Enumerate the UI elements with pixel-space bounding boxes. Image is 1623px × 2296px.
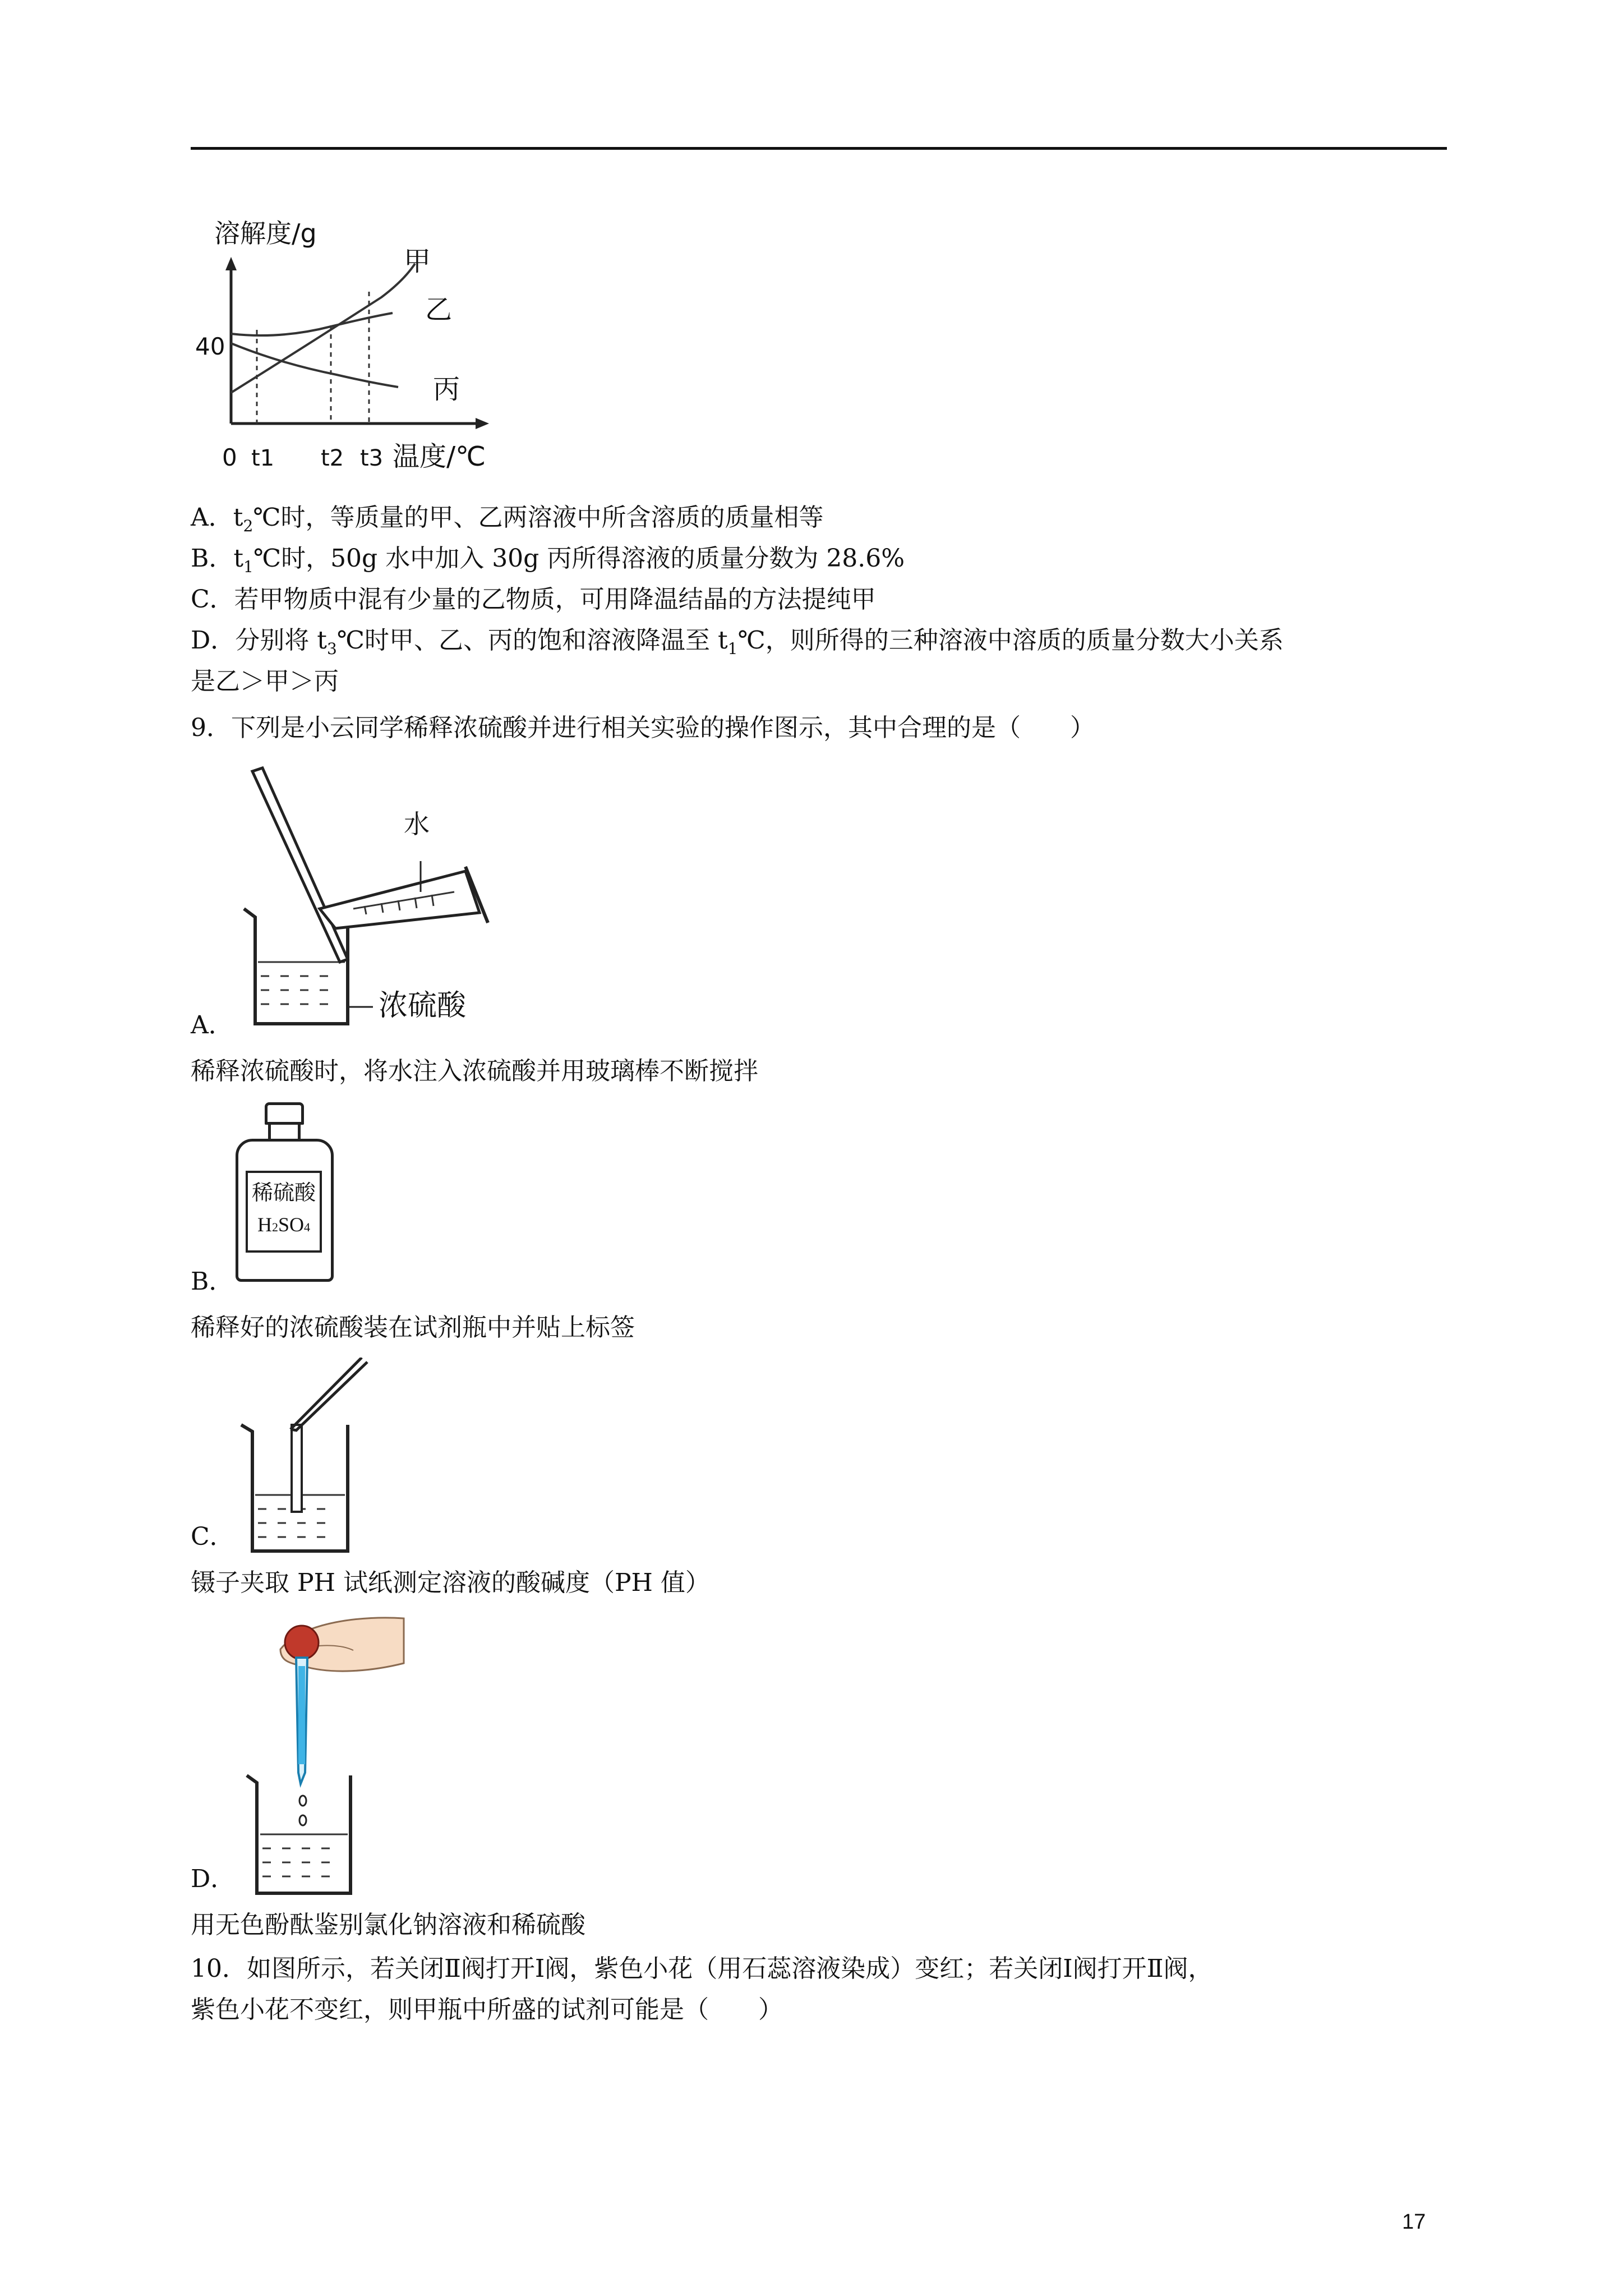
q9-stem: 9．下列是小云同学稀释浓硫酸并进行相关实验的操作图示，其中合理的是（ ） [191, 714, 1095, 742]
option-c: C．若甲物质中混有少量的乙物质，可用降温结晶的方法提纯甲 [191, 585, 876, 614]
liquid-dashes [258, 962, 345, 1004]
chart-xlabel: 温度/℃ [393, 441, 486, 472]
figure-a-dilution [236, 766, 527, 1035]
chart-xtick-t1: t1 [251, 445, 275, 471]
chart-ylabel: 溶解度/g [214, 218, 317, 249]
ph-paper [292, 1425, 302, 1512]
option-b-letter: B． [191, 1267, 234, 1296]
option-d-letter: D． [191, 1865, 236, 1893]
curve-label-yi: 乙 [425, 294, 453, 325]
chart-xtick-t3: t3 [360, 445, 384, 471]
option-a-letter: A． [191, 1011, 233, 1039]
option-a-desc: 稀释浓硫酸时，将水注入浓硫酸并用玻璃棒不断搅拌 [191, 1057, 758, 1085]
q10-line2: 紫色小花不变红，则甲瓶中所盛的试剂可能是（ ） [191, 1995, 783, 2024]
dropper-bulb [285, 1626, 319, 1659]
chart-xtick-t2: t2 [321, 445, 344, 471]
label-water: 水 [404, 809, 430, 839]
q10-line1: 10．如图所示，若关闭Ⅱ阀打开Ⅰ阀，紫色小花（用石蕊溶液染成）变红；若关闭Ⅰ阀打开Ⅱ阀， [191, 1954, 1213, 1983]
chart-ytick-40: 40 [195, 333, 225, 360]
y-axis-arrow [225, 257, 237, 270]
chart-origin: 0 [222, 444, 237, 471]
glass-rod [252, 768, 348, 962]
solubility-chart [191, 208, 505, 488]
option-c-letter: C． [191, 1522, 234, 1551]
option-d-desc: 用无色酚酞鉴别氯化钠溶液和稀硫酸 [191, 1911, 585, 1939]
curve-label-bing: 丙 [433, 374, 460, 405]
bottle-label [246, 1171, 322, 1253]
header-rule [191, 147, 1447, 150]
curve-yi [231, 313, 393, 335]
option-d-line2: 是乙＞甲＞丙 [191, 667, 339, 696]
label-name: 稀硫酸 [251, 1180, 316, 1205]
option-c-desc: 镊子夹取 PH 试纸测定溶液的酸碱度（PH 值） [191, 1568, 710, 1597]
page-number: 17 [1402, 2210, 1426, 2234]
curve-label-jia: 甲 [404, 246, 431, 277]
figure-d-dropper [236, 1610, 415, 1902]
option-b-desc: 稀释好的浓硫酸装在试剂瓶中并贴上标签 [191, 1313, 635, 1342]
drop [299, 1815, 306, 1825]
label-acid: 浓硫酸 [379, 989, 467, 1023]
option-d: D．分别将 $t_3℃$时甲、乙、丙的饱和溶液降温至 $t_1℃$，则所得的三种溶液中溶质的质量分数大小关系 [191, 626, 1284, 658]
label-formula: H2SO4 [257, 1213, 311, 1236]
bottle-stopper [265, 1102, 304, 1125]
graduated-cylinder [320, 871, 479, 928]
option-b: B．$t_1℃$时，50g 水中加入 30g 丙所得溶液的质量分数为 28.6% [191, 544, 905, 576]
option-a: A．$t_2℃$时，等质量的甲、乙两溶液中所含溶质的质量相等 [191, 503, 824, 535]
drop [299, 1796, 306, 1806]
x-axis-arrow [476, 418, 489, 429]
tweezers [291, 1358, 367, 1430]
bottle-neck [268, 1122, 301, 1139]
figure-b-reagent-bottle [236, 1102, 336, 1282]
figure-c-ph-paper [236, 1358, 381, 1559]
